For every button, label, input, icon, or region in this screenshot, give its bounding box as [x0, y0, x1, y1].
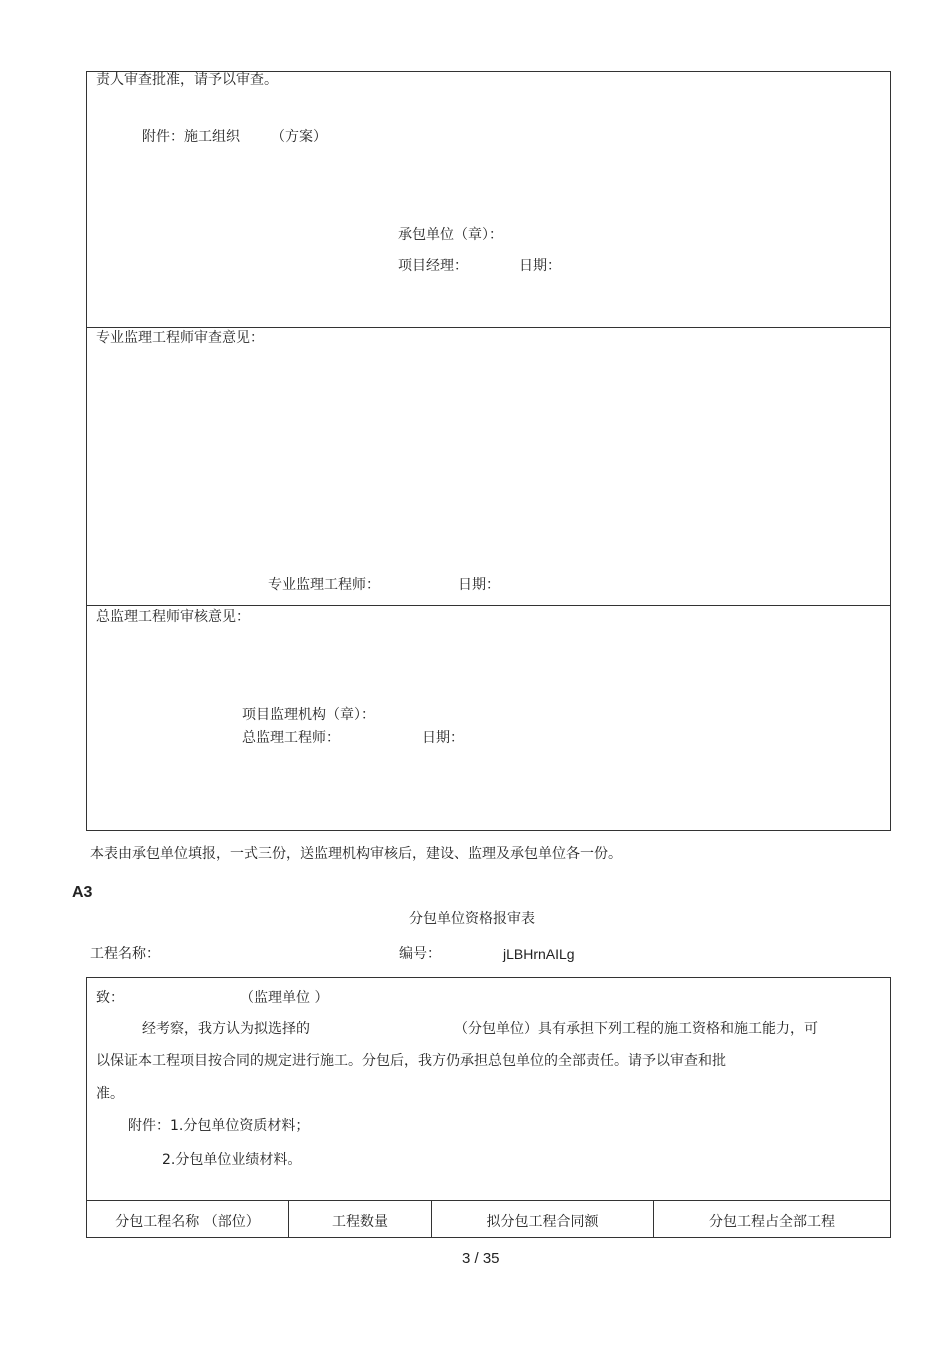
project-name-label: 工程名称： [90, 946, 160, 962]
attachment-suffix: （方案） [271, 129, 327, 145]
agency-seal-label: 项目监理机构（章）： [242, 707, 375, 723]
date-label: 日期： [519, 258, 561, 274]
divider-line [86, 605, 891, 606]
page-number: 3 / 35 [462, 1250, 500, 1267]
form-code: A3 [72, 884, 93, 901]
divider-line [86, 1200, 891, 1201]
table-header-cell: 拟分包工程合同额 [486, 1214, 599, 1230]
review-form-box [86, 71, 891, 831]
chief-opinion-title: 总监理工程师审核意见： [96, 609, 250, 625]
attachment-item: 附件：1.分包单位资质材料； [128, 1118, 310, 1134]
chief-sign-label: 总监理工程师： [242, 730, 340, 746]
divider-line [86, 327, 891, 328]
paragraph-line: （分包单位）具有承担下列工程的施工资格和施工能力，可 [454, 1021, 818, 1037]
project-manager-label: 项目经理： [398, 258, 468, 274]
date-label: 日期： [458, 577, 500, 593]
table-header-cell: 分包工程名称 （部位） [115, 1214, 260, 1230]
date-label: 日期： [422, 730, 464, 746]
attachment-label: 附件：施工组织 [142, 129, 240, 145]
to-label: 致： [96, 990, 124, 1006]
table-header-cell: 分包工程占全部工程 [709, 1214, 835, 1230]
engineer-opinion-title: 专业监理工程师审查意见： [96, 330, 264, 346]
table-header-cell: 工程数量 [332, 1214, 388, 1230]
contractor-seal-label: 承包单位（章）： [398, 227, 503, 243]
qualification-form-box [86, 977, 891, 1238]
paragraph-line: 以保证本工程项目按合同的规定进行施工。分包后，我方仍承担总包单位的全部责任。请予以审查和批 [96, 1053, 726, 1069]
engineer-sign-label: 专业监理工程师： [268, 577, 380, 593]
paragraph-line: 准。 [96, 1086, 124, 1102]
number-label: 编号： [399, 946, 441, 962]
form-title: 分包单位资格报审表 [409, 911, 535, 927]
paragraph-line: 经考察，我方认为拟选择的 [142, 1021, 310, 1037]
form-footnote: 本表由承包单位填报，一式三份，送监理机构审核后，建设、监理及承包单位各一份。 [90, 846, 622, 862]
number-value: jLBHrnAILg [503, 946, 575, 962]
attachment-item: 2.分包单位业绩材料。 [162, 1152, 302, 1168]
request-text-line: 责人审查批准，请予以审查。 [96, 72, 278, 88]
to-unit: （监理单位 ） [240, 990, 329, 1006]
